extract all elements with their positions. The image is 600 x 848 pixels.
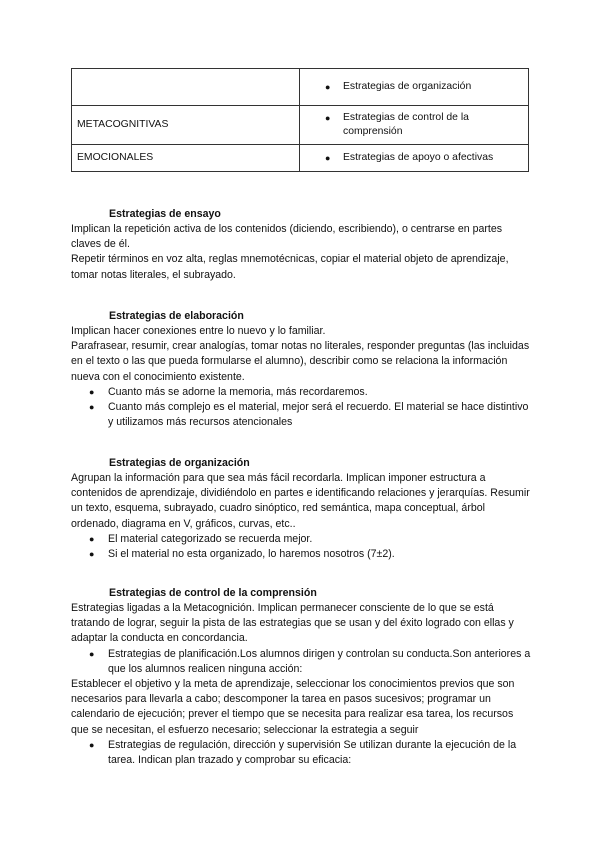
section-title: Estrategias de organización [109,457,250,469]
section-elaboracion [71,309,531,430]
strategies-table [71,68,529,172]
bullet-icon: ● [89,549,95,560]
paragraph: Repetir términos en voz alta, reglas mnemotécnicas, copiar el material objeto de aprendizaje, tomar notas literales, el subrayado. [71,253,509,281]
paragraph: Establecer el objetivo y la meta de aprendizaje, seleccionar los conocimientos previos que son necesarios para llevarla a cabo; descomponer la tarea en pasos sucesivos; programar un calendario de ejecución; prever el tiempo que se necesita para realizar esa tarea, los recursos que se necesitan, el esfuerzo necesario; seleccionar la estrategia a seguir [71,678,515,736]
paragraph: Estrategias ligadas a la Metacognición. Implican permanecer consciente de lo que se está tratando de lograr, seguir la pista de las estrategias que se usan y del éxito logrado con ellas y adaptar la conducta en concordancia. [71,602,514,645]
table-cell-strategy [300,69,529,106]
table-cell-category: METACOGNITIVAS [72,106,300,145]
table-cell-category [72,69,300,106]
bullet-list [71,647,531,677]
section-ensayo [71,207,531,283]
bullet-icon: ● [89,648,95,659]
list-item [71,400,531,430]
strategy-label: Estrategias de organización [343,81,472,92]
list-item-text: Si el material no esta organizado, lo haremos nosotros (7±2). [108,548,395,561]
table-row [72,145,529,172]
list-item [71,385,531,400]
bullet-icon: ● [325,153,331,163]
section-control [71,586,531,768]
bullet-icon: ● [325,113,331,123]
table-row [72,69,529,106]
section-title: Estrategias de control de la comprensión [109,587,317,599]
bullet-icon: ● [325,82,331,92]
strategy-label: Estrategias de apoyo o afectivas [343,152,494,163]
list-item [71,532,531,547]
paragraph: Parafrasear, resumir, crear analogías, tomar notas no literales, responder preguntas (las incluidas en el texto o las que pueda formularse el alumno), describir como se relaciona la información nueva con el conocimiento existente. [71,340,530,383]
strategy-label: Estrategias de control de la comprensión [343,112,469,137]
list-item-text: Estrategias de regulación, dirección y supervisión Se utilizan durante la ejecución de la tarea. Indican plan trazado y comprobar su eficacia: [108,738,517,767]
list-item [71,547,531,562]
section-title: Estrategias de ensayo [109,208,221,220]
bullet-icon: ● [89,402,95,413]
paragraph: Implican la repetición activa de los contenidos (diciendo, escribiendo), o centrarse en partes claves de él. [71,223,503,251]
list-item-text: Estrategias de planificación.Los alumnos dirigen y controlan su conducta.Son anteriores a que los alumnos realicen ninguna acción: [108,647,531,675]
section-title: Estrategias de elaboración [109,310,244,322]
bullet-list [71,738,531,768]
table-row [72,106,529,145]
bullet-list [71,532,531,562]
bullet-list [71,385,531,431]
list-item [71,647,531,677]
table-cell-category: EMOCIONALES [72,145,300,172]
bullet-icon: ● [89,739,95,750]
bullet-icon: ● [89,386,95,397]
table-cell-strategy [300,145,529,172]
list-item-text: Cuanto más complejo es el material, mejor será el recuerdo. El material se hace distintivo y utilizamos más recursos atencionales [108,401,529,429]
list-item-text: El material categorizado se recuerda mejor. [108,532,313,545]
table-cell-strategy [300,106,529,145]
section-organizacion [71,456,531,562]
paragraph: Implican hacer conexiones entre lo nuevo y lo familiar. [71,325,326,337]
list-item-text: Cuanto más se adorne la memoria, más recordaremos. [108,385,368,398]
paragraph: Agrupan la información para que sea más fácil recordarla. Implican imponer estructura a contenidos de aprendizaje, dividiéndolo en partes e identificando relaciones y jerarquías. Resumir un texto, esquema, subrayado, cuadro sinóptico, red semántica, mapa conceptual, árbol ordenado, diagrama en V, gráficos, curvas, etc.. [71,472,530,530]
list-item [71,738,531,768]
bullet-icon: ● [89,533,95,544]
